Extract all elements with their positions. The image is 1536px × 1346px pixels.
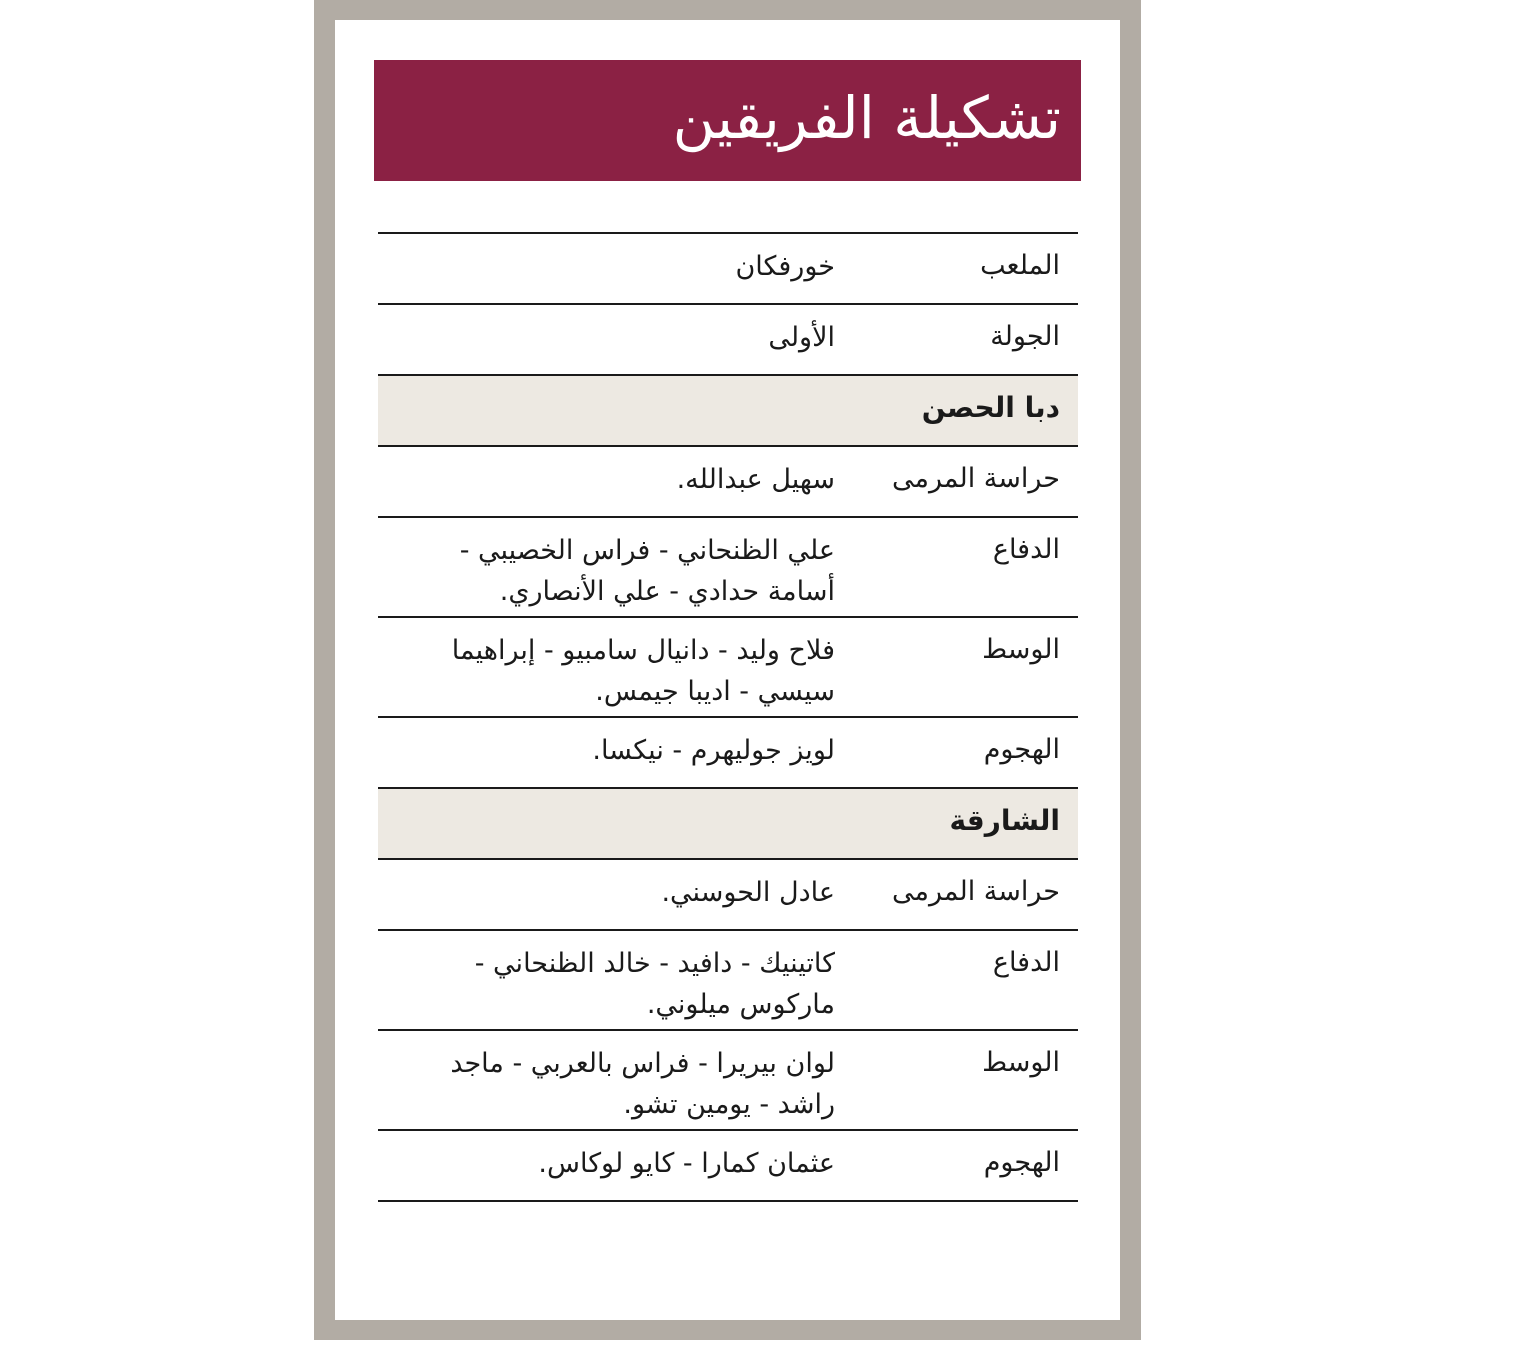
sharjah-goalkeeper-row (378, 860, 1078, 931)
stadium-value: خورفكان (735, 251, 835, 282)
players-value: عادل الحوسني. (661, 877, 835, 908)
players-value: عثمان كمارا - كايو لوكاس. (538, 1148, 835, 1179)
players-value: كاتينيك - دافيد - خالد الظنحاني - ماركوس ميلوني. (474, 948, 835, 1020)
dibba-midfield-row (378, 618, 1078, 718)
position-label: الوسط (982, 634, 1060, 665)
position-label: الدفاع (992, 947, 1060, 978)
sharjah-defense-row (378, 931, 1078, 1031)
position-label: الهجوم (983, 734, 1060, 765)
dibba-defense-row (378, 518, 1078, 618)
position-label: حراسة المرمى (892, 463, 1060, 494)
team-name-sharjah: الشارقة (949, 804, 1060, 837)
page-title: تشكيلة الفريقين (672, 84, 1061, 152)
stadium-row (378, 234, 1078, 305)
players-value: لويز جوليهرم - نيكسا. (592, 735, 835, 766)
lineup-table (378, 232, 1078, 1202)
round-value: الأولى (768, 322, 835, 353)
position-label: الوسط (982, 1047, 1060, 1078)
team-header-dibba (378, 376, 1078, 447)
team-name-dibba: دبا الحصن (921, 391, 1060, 424)
players-value: علي الظنحاني - فراس الخصيبي - أسامة حدادي - علي الأنصاري. (459, 535, 835, 607)
players-value: سهيل عبدالله. (676, 464, 835, 495)
position-label: الهجوم (983, 1147, 1060, 1178)
round-label: الجولة (990, 321, 1060, 352)
position-label: حراسة المرمى (892, 876, 1060, 907)
sharjah-attack-row (378, 1131, 1078, 1202)
position-label: الدفاع (992, 534, 1060, 565)
players-value: فلاح وليد - دانيال سامبيو - إبراهيما سيسي - اديبا جيمس. (451, 635, 835, 707)
dibba-goalkeeper-row (378, 447, 1078, 518)
sharjah-midfield-row (378, 1031, 1078, 1131)
players-value: لوان بيريرا - فراس بالعربي - ماجد راشد - يومين تشو. (450, 1048, 835, 1120)
round-row (378, 305, 1078, 376)
team-header-sharjah (378, 789, 1078, 860)
dibba-attack-row (378, 718, 1078, 789)
stadium-label: الملعب (980, 250, 1060, 281)
title-banner (374, 60, 1081, 181)
